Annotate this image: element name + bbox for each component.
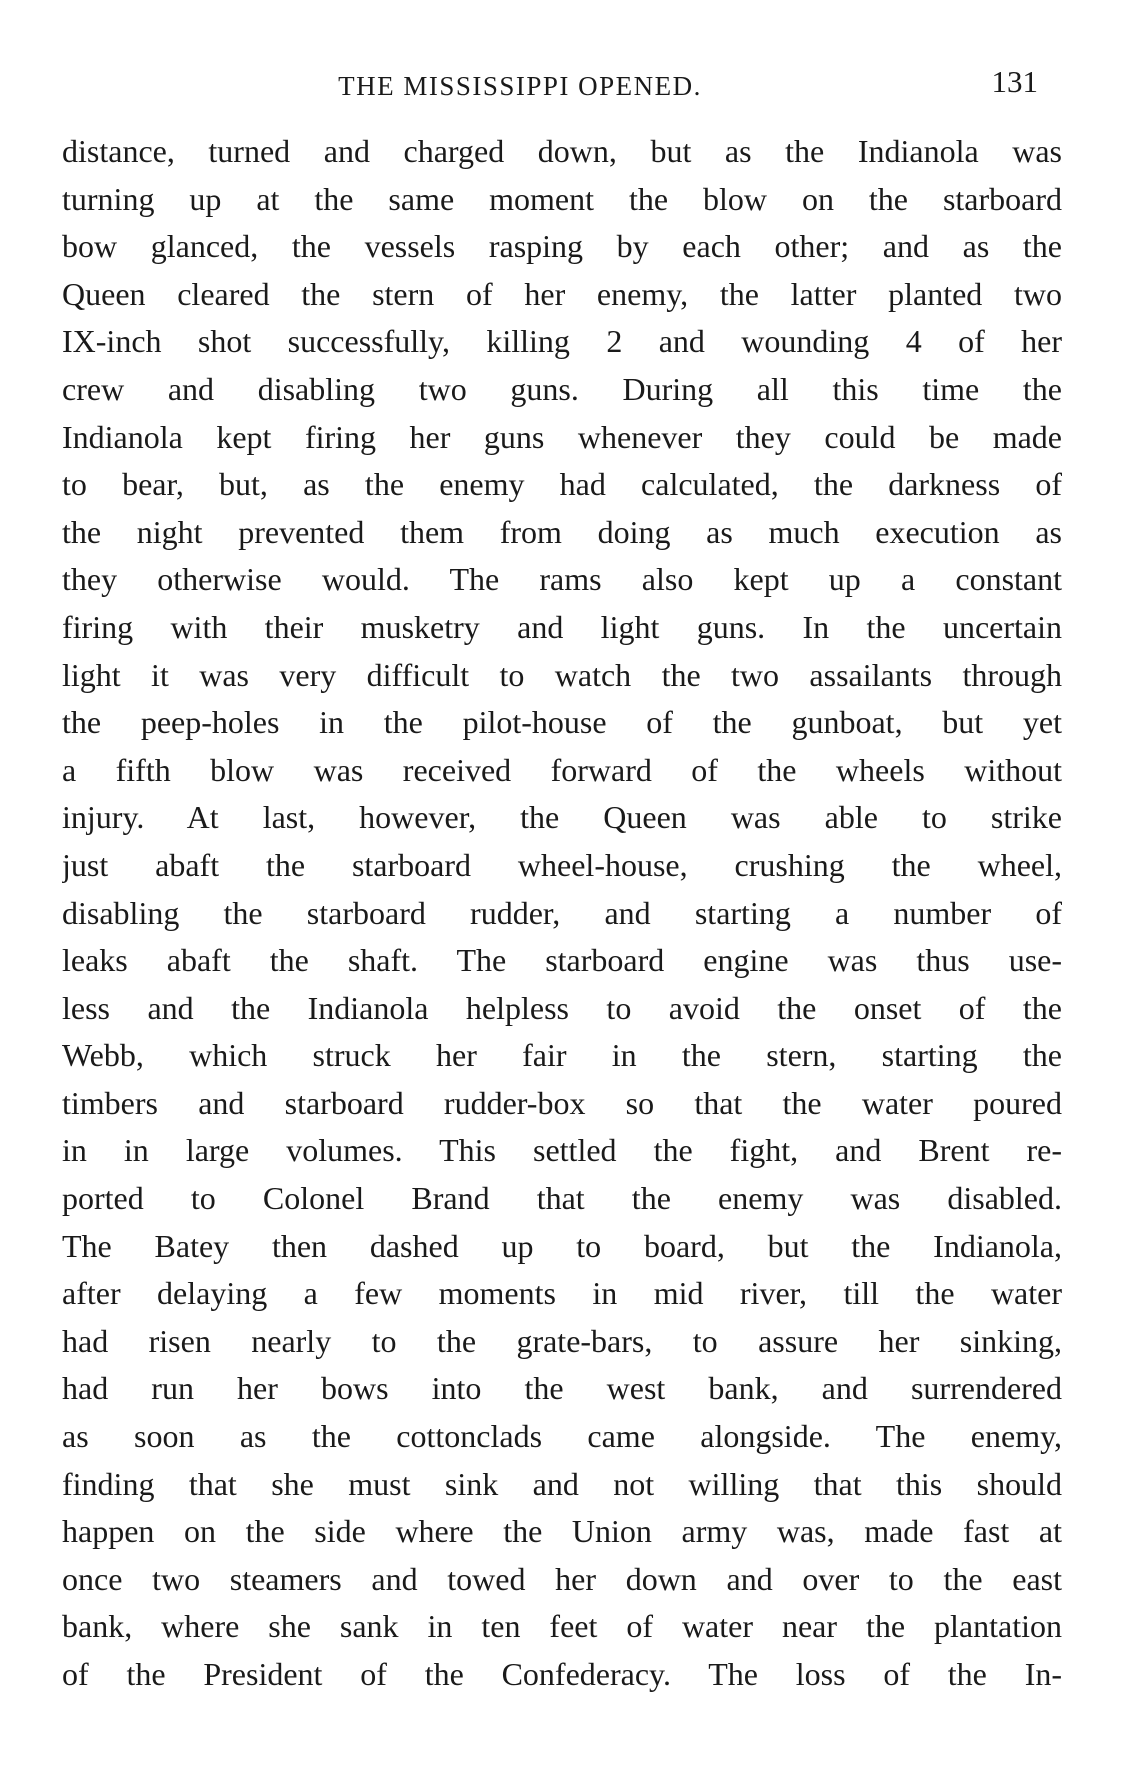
text-line: leaks abaft the shaft. The starboard engine was thus use- bbox=[62, 942, 1062, 979]
running-title: THE MISSISSIPPI OPENED. bbox=[338, 71, 702, 101]
text-line: of the President of the Confederacy. The loss of the In- bbox=[62, 1656, 1062, 1692]
text-line: timbers and starboard rudder-box so that the water poured bbox=[62, 1084, 1062, 1121]
text-line: to bear, but, as the enemy had calculated, the darkness of bbox=[62, 466, 1062, 503]
text-line: Queen cleared the stern of her enemy, the latter planted two bbox=[62, 275, 1062, 312]
text-line: firing with their musketry and light guns. In the uncertain bbox=[62, 608, 1062, 645]
body-text bbox=[62, 128, 1062, 1699]
text-line: The Batey then dashed up to board, but the Indianola, bbox=[62, 1227, 1062, 1264]
text-line: turning up at the same moment the blow on the starboard bbox=[62, 180, 1062, 217]
text-line: after delaying a few moments in mid river, till the water bbox=[62, 1275, 1062, 1312]
text-line: light it was very difficult to watch the two assailants through bbox=[62, 656, 1062, 693]
text-line: they otherwise would. The rams also kept up a constant bbox=[62, 561, 1062, 598]
text-line: had run her bows into the west bank, and surrendered bbox=[62, 1370, 1062, 1407]
text-line: less and the Indianola helpless to avoid the onset of the bbox=[62, 989, 1062, 1026]
page-number: 131 bbox=[991, 64, 1038, 99]
text-line: ported to Colonel Brand that the enemy was disabled. bbox=[62, 1180, 1062, 1217]
text-line: crew and disabling two guns. During all this time the bbox=[62, 370, 1062, 407]
text-line: Webb, which struck her fair in the stern, starting the bbox=[62, 1037, 1062, 1074]
text-line: the peep-holes in the pilot-house of the gunboat, but yet bbox=[62, 704, 1062, 741]
text-line: in in large volumes. This settled the fight, and Brent re- bbox=[62, 1132, 1062, 1169]
text-line: finding that she must sink and not willing that this should bbox=[62, 1465, 1062, 1502]
running-head bbox=[70, 62, 1050, 102]
text-line: bank, where she sank in ten feet of water near the plantation bbox=[62, 1608, 1062, 1645]
text-line: disabling the starboard rudder, and starting a number of bbox=[62, 894, 1062, 931]
text-line: bow glanced, the vessels rasping by each other; and as the bbox=[62, 228, 1062, 265]
text-line: had risen nearly to the grate-bars, to assure her sinking, bbox=[62, 1322, 1062, 1359]
text-line: the night prevented them from doing as much execution as bbox=[62, 513, 1062, 550]
text-line: once two steamers and towed her down and over to the east bbox=[62, 1560, 1062, 1597]
text-line: just abaft the starboard wheel-house, crushing the wheel, bbox=[62, 846, 1062, 883]
text-line: happen on the side where the Union army was, made fast at bbox=[62, 1513, 1062, 1550]
text-line: Indianola kept firing her guns whenever they could be made bbox=[62, 418, 1062, 455]
text-line: injury. At last, however, the Queen was able to strike bbox=[62, 799, 1062, 836]
text-line: as soon as the cottonclads came alongside. The enemy, bbox=[62, 1418, 1062, 1455]
text-line: a fifth blow was received forward of the wheels without bbox=[62, 751, 1062, 788]
text-line: distance, turned and charged down, but as the Indianola was bbox=[62, 133, 1062, 169]
text-line: IX-inch shot successfully, killing 2 and wounding 4 of her bbox=[62, 323, 1062, 360]
